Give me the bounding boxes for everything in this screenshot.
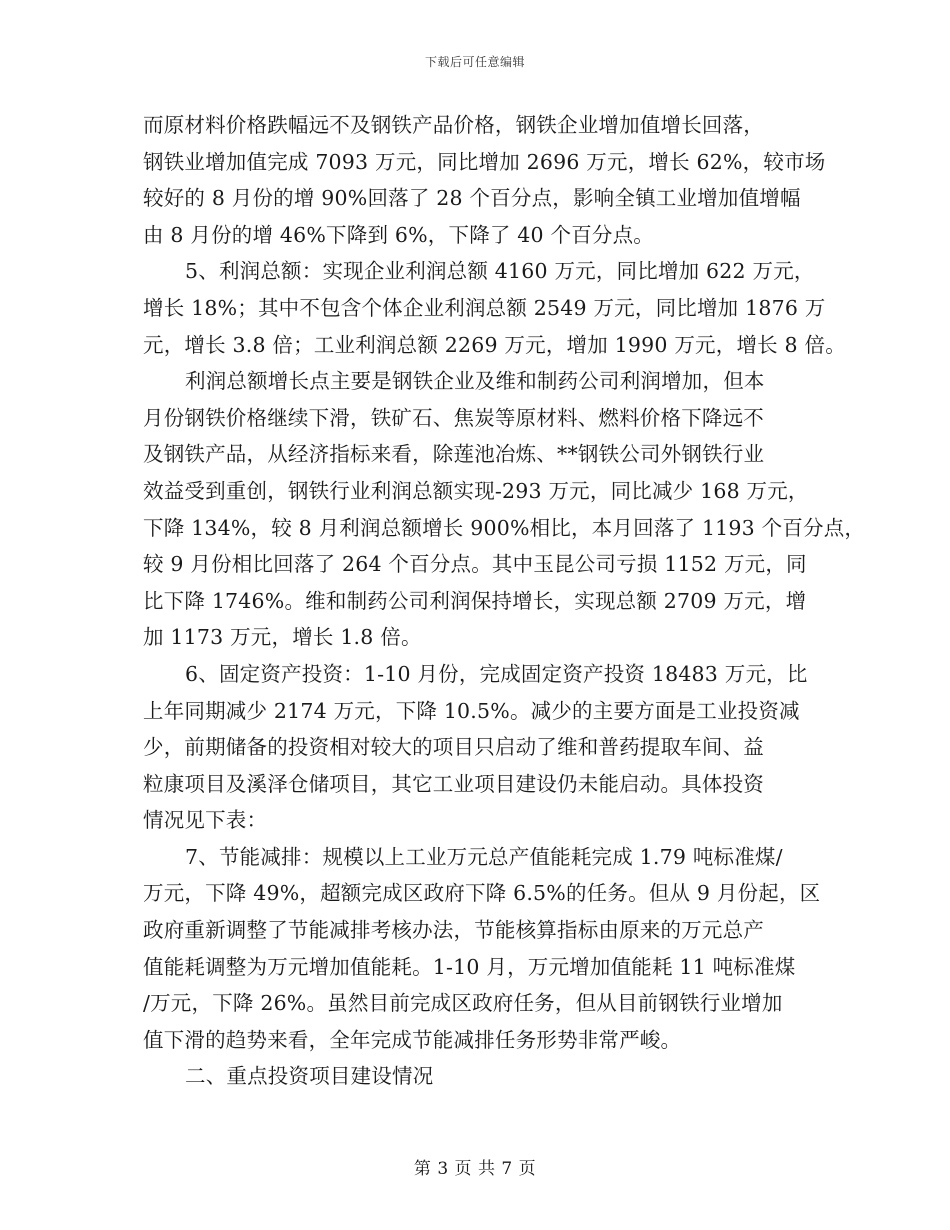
paragraph-start-line: 5、利润总额：实现企业利润总额 4160 万元，同比增加 622 万元， — [185, 259, 815, 284]
text-line: 值能耗调整为万元增加值能耗。1-10 月，万元增加值能耗 11 吨标准煤 — [143, 954, 796, 979]
page-number-footer: 第 3 页 共 7 页 — [413, 1159, 537, 1179]
text-line: 上年同期减少 2174 万元，下降 10.5%。减少的主要方面是工业投资减 — [143, 698, 800, 723]
page-header: 下载后可任意编辑 — [424, 55, 525, 69]
text-line: 钢铁业增加值完成 7093 万元，同比增加 2696 万元，增长 62%，较市场 — [143, 149, 826, 174]
text-line: 增长 18%；其中不包含个体企业利润总额 2549 万元，同比增加 1876 万 — [143, 295, 826, 320]
text-line: 情况见下表： — [143, 808, 268, 833]
text-line: 月份钢铁价格继续下滑，铁矿石、焦炭等原材料、燃料价格下降远不 — [143, 405, 764, 430]
text-line: /万元，下降 26%。虽然目前完成区政府任务，但从目前钢铁行业增加 — [143, 991, 783, 1016]
document-body — [143, 107, 866, 1095]
paragraph-start-line: 6、固定资产投资：1-10 月份，完成固定资产投资 18483 万元，比 — [185, 661, 808, 686]
section-heading: 二、重点投资项目建设情况 — [185, 1064, 434, 1089]
paragraph-start-line: 利润总额增长点主要是钢铁企业及维和制药公司利润增加，但本 — [185, 369, 765, 394]
text-line: 由 8 月份的增 46%下降到 6%，下降了 40 个百分点。 — [143, 222, 655, 247]
text-line: 比下降 1746%。维和制药公司利润保持增长，实现总额 2709 万元，增 — [143, 588, 807, 613]
paragraph-start-line: 7、节能减排：规模以上工业万元总产值能耗完成 1.79 吨标准煤/ — [185, 844, 783, 869]
text-line: 万元，下降 49%，超额完成区政府下降 6.5%的任务。但从 9 月份起，区 — [143, 881, 821, 906]
text-line: 较好的 8 月份的增 90%回落了 28 个百分点，影响全镇工业增加值增幅 — [143, 186, 801, 211]
text-line: 值下滑的趋势来看，全年完成节能减排任务形势非常严峻。 — [143, 1027, 682, 1052]
text-line: 而原材料价格跌幅远不及钢铁产品价格，钢铁企业增加值增长回落， — [143, 113, 764, 137]
text-line: 下降 134%，较 8 月利润总额增长 900%相比，本月回落了 1193 个百分点， — [143, 515, 866, 540]
text-line: 及钢铁产品，从经济指标来看，除莲池冶炼、**钢铁公司外钢铁行业 — [143, 442, 765, 467]
text-line: 加 1173 万元，增长 1.8 倍。 — [143, 625, 422, 650]
text-line: 少，前期储备的投资相对较大的项目只启动了维和普药提取车间、益 — [143, 735, 764, 760]
text-line: 政府重新调整了节能减排考核办法，节能核算指标由原来的万元总产 — [143, 918, 764, 943]
text-line: 元，增长 3.8 倍；工业利润总额 2269 万元，增加 1990 万元，增长 8 倍。 — [143, 332, 846, 357]
text-line: 较 9 月份相比回落了 264 个百分点。其中玉昆公司亏损 1152 万元，同 — [143, 552, 807, 577]
text-line: 粒康项目及溪泽仓储项目，其它工业项目建设仍未能启动。具体投资 — [143, 771, 764, 796]
text-line: 效益受到重创，钢铁行业利润总额实现-293 万元，同比减少 168 万元， — [143, 478, 809, 503]
